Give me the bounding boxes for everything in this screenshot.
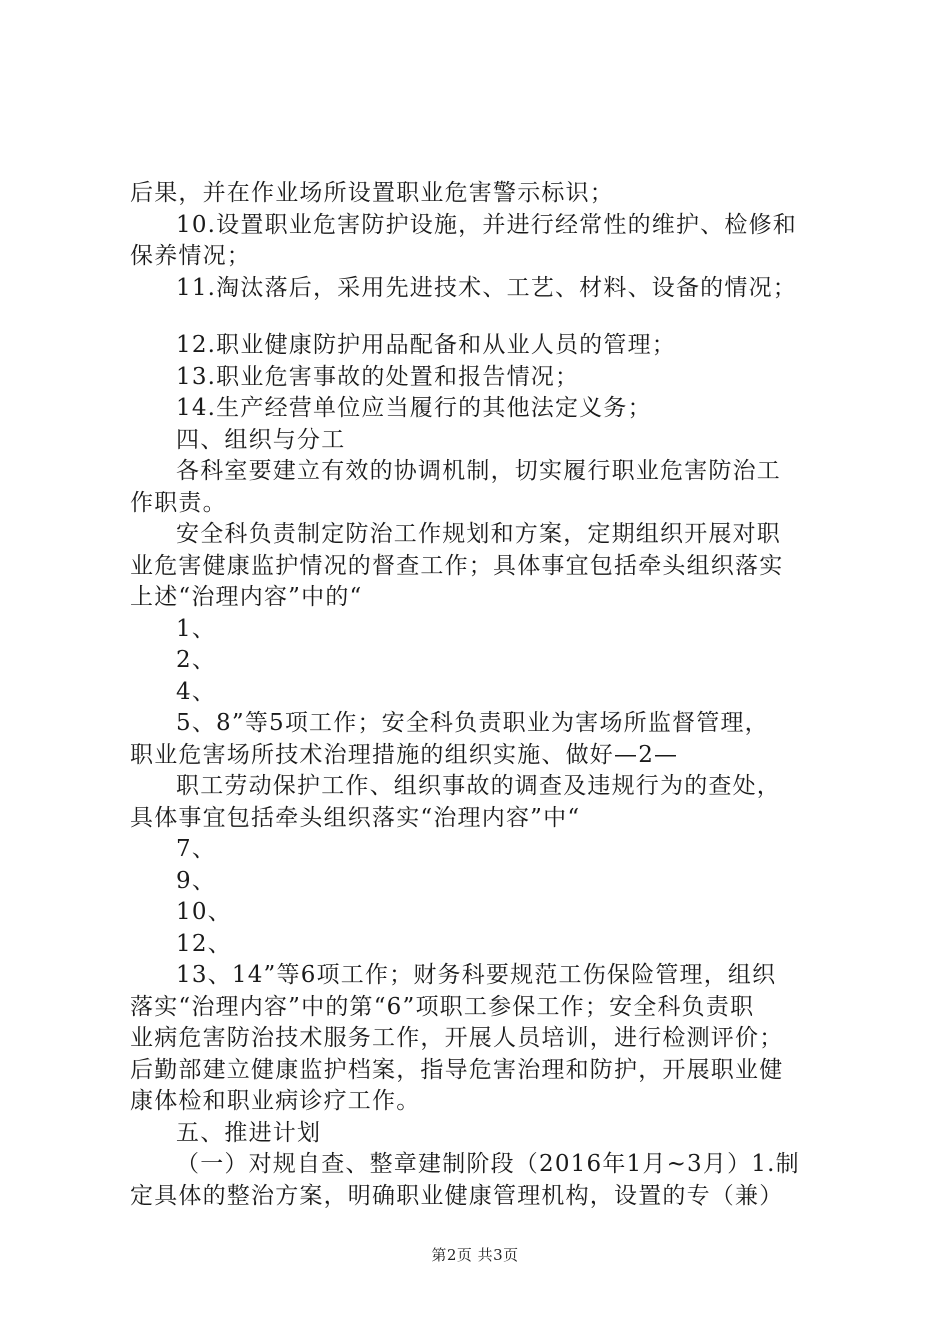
text-line: 13、14”等6项工作；财务科要规范工伤保险管理，组织 (176, 962, 777, 988)
text-line: 10、 (176, 899, 232, 925)
section-heading: 五、推进计划 (176, 1119, 322, 1146)
text-line: 2、 (176, 647, 217, 673)
text-line: 业危害健康监护情况的督查工作；具体事宜包括牵头组织落实 (130, 552, 784, 579)
text-line: 7、 (176, 836, 217, 862)
section-heading: 四、组织与分工 (176, 426, 346, 453)
text-line: 职工劳动保护工作、组织事故的调查及违规行为的查处， (176, 773, 781, 799)
text-line: 业病危害防治技术服务工作，开展人员培训，进行检测评价； (130, 1025, 784, 1051)
text-line: 13.职业危害事故的处置和报告情况； (176, 363, 580, 390)
text-line: 1、 (176, 615, 217, 642)
text-line: 上述“治理内容”中的“ (130, 584, 363, 610)
text-line: 5、8”等5项工作；安全科负责职业为害场所监督管理， (176, 710, 769, 736)
document-body (130, 178, 835, 1212)
text-line: 9、 (176, 867, 217, 894)
text-line: 具体事宜包括牵头组织落实“治理内容”中“ (130, 804, 581, 831)
text-line: 11.淘汰落后，采用先进技术、工艺、材料、设备的情况； (176, 274, 797, 301)
text-line: 保养情况； (130, 243, 251, 269)
text-line: 14.生产经营单位应当履行的其他法定义务； (176, 395, 652, 421)
text-line: 12.职业健康防护用品配备和从业人员的管理； (176, 332, 676, 358)
text-line: 后勤部建立健康监护档案，指导危害治理和防护，开展职业健 (130, 1056, 784, 1083)
text-line: 10.设置职业危害防护设施，并进行经常性的维护、检修和 (176, 211, 797, 238)
text-line: 康体检和职业病诊疗工作。 (130, 1088, 421, 1114)
page-number-footer: 第2页 共3页 (431, 1246, 519, 1264)
text-line: 各科室要建立有效的协调机制，切实履行职业危害防治工 (176, 458, 781, 484)
blank-gap (130, 304, 835, 330)
text-line: 12、 (176, 930, 232, 957)
text-line: 4、 (176, 678, 217, 705)
text-line: 作职责。 (130, 489, 227, 516)
text-line: 安全科负责制定防治工作规划和方案，定期组织开展对职 (176, 521, 781, 547)
text-line: 职业危害场所技术治理措施的组织实施、做好—2— (130, 741, 679, 768)
text-line: （一）对规自查、整章建制阶段（2016年1月~3月）1.制 (176, 1151, 800, 1177)
text-line: 落实“治理内容”中的第“6”项职工参保工作；安全科负责职 (130, 993, 755, 1020)
text-line: 定具体的整治方案，明确职业健康管理机构，设置的专（兼） (130, 1182, 784, 1209)
text-line: 后果，并在作业场所设置职业危害警示标识； (130, 180, 614, 206)
